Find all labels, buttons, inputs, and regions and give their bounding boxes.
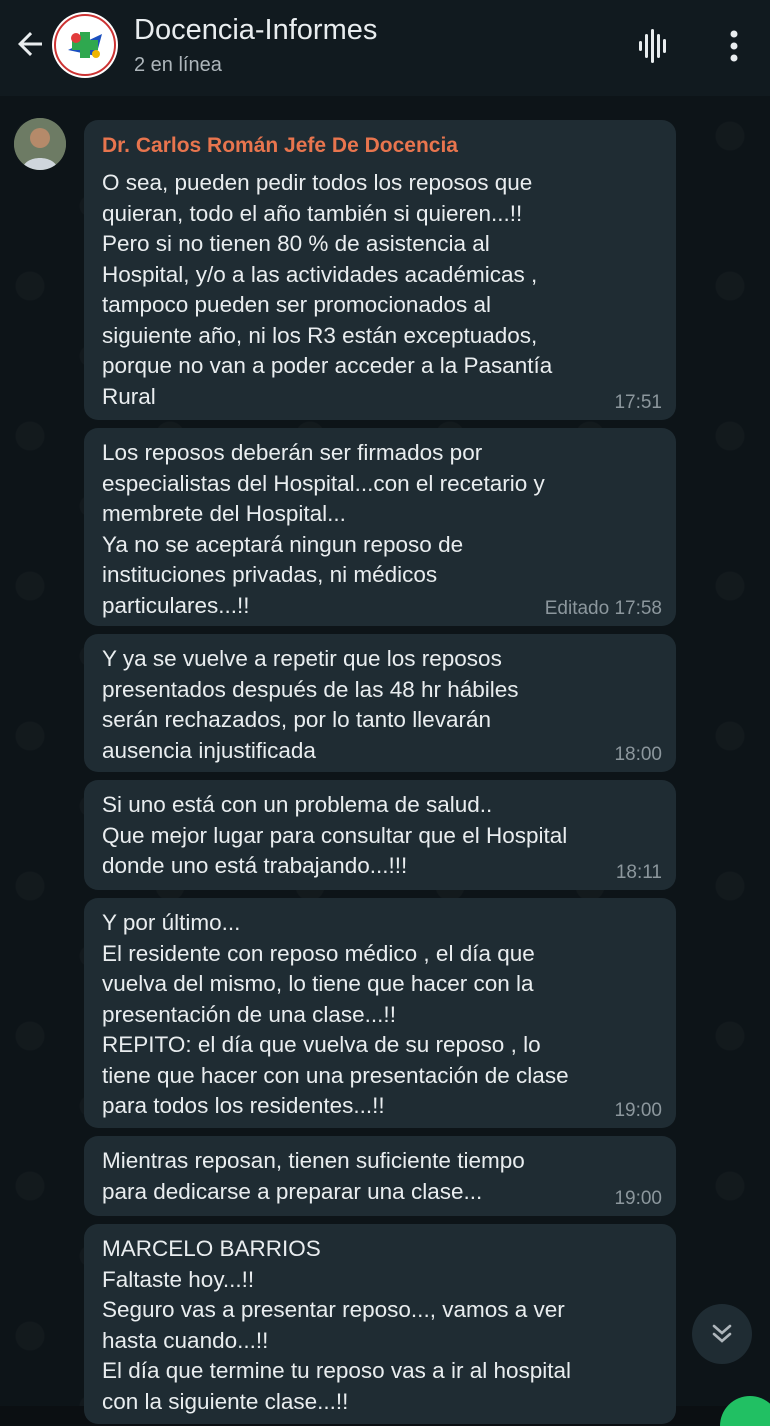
message-time: 19:00 — [614, 1188, 662, 1209]
message-bubble[interactable] — [84, 780, 676, 890]
scroll-to-bottom-button[interactable] — [692, 1304, 752, 1364]
message-text: MARCELO BARRIOS Faltaste hoy...!! Seguro vas a presentar reposo..., vamos a ver hasta cuando...!! El día que termine tu reposo vas a ir al hospital con la siguiente clase...!! — [102, 1236, 572, 1414]
message-text: O sea, pueden pedir todos los reposos que quieran, todo el año también si quieren...!! Pero si no tienen 80 % de asistencia al Hospital, y/o a las actividades académicas , tampoco pueden ser promocionados al siguiente año, ni los R3 están exceptuados, porque no van a poder acceder a la Pasantía Rural — [102, 170, 553, 409]
message-text: Y por último... El residente con reposo médico , el día que vuelva del mismo, lo tiene que hacer con la presentación de una clase...!! REPITO: el día que vuelva de su reposo , lo tiene que hacer con una presentación de clase para todos los residentes...!! — [102, 910, 569, 1118]
message-time: 18:00 — [614, 744, 662, 765]
message-bubble[interactable] — [84, 1224, 676, 1424]
chat-header — [0, 0, 770, 96]
audio-wave-icon[interactable] — [634, 26, 674, 66]
message-text: Si uno está con un problema de salud.. Que mejor lugar para consultar que el Hospital donde uno está trabajando...!!! — [102, 792, 568, 878]
arrow-left-icon[interactable] — [12, 26, 48, 62]
message-bubble[interactable] — [84, 120, 676, 420]
message-text: Mientras reposan, tienen suficiente tiempo para dedicarse a preparar una clase... — [102, 1148, 525, 1204]
double-chevron-down-icon — [707, 1319, 737, 1349]
message-text: Y ya se vuelve a repetir que los reposos presentados después de las 48 hr hábiles serán rechazados, por lo tanto llevarán ausencia injustificada — [102, 646, 519, 763]
group-avatar[interactable] — [52, 12, 118, 78]
more-vertical-icon[interactable] — [714, 26, 754, 66]
message-bubble[interactable] — [84, 1136, 676, 1216]
message-time: Editado 17:58 — [544, 598, 662, 619]
message-text: Los reposos deberán ser firmados por especialistas del Hospital...con el recetario y membrete del Hospital... Ya no se aceptará ningun reposo de instituciones privadas, ni médicos particulares...!! — [102, 440, 545, 618]
message-sender: Dr. Carlos Román Jefe De Docencia — [102, 134, 458, 157]
message-bubble[interactable] — [84, 898, 676, 1128]
person-avatar-icon — [14, 118, 66, 170]
message-time: 18:11 — [615, 862, 662, 883]
message-bubble[interactable] — [84, 634, 676, 772]
chat-title[interactable]: Docencia-Informes — [134, 14, 378, 46]
online-status: 2 en línea — [134, 54, 222, 76]
sender-avatar[interactable] — [14, 118, 66, 170]
message-time: 19:00 — [614, 1100, 662, 1121]
group-logo-icon — [52, 12, 118, 78]
message-time: 17:51 — [614, 392, 662, 413]
message-bubble[interactable] — [84, 428, 676, 626]
